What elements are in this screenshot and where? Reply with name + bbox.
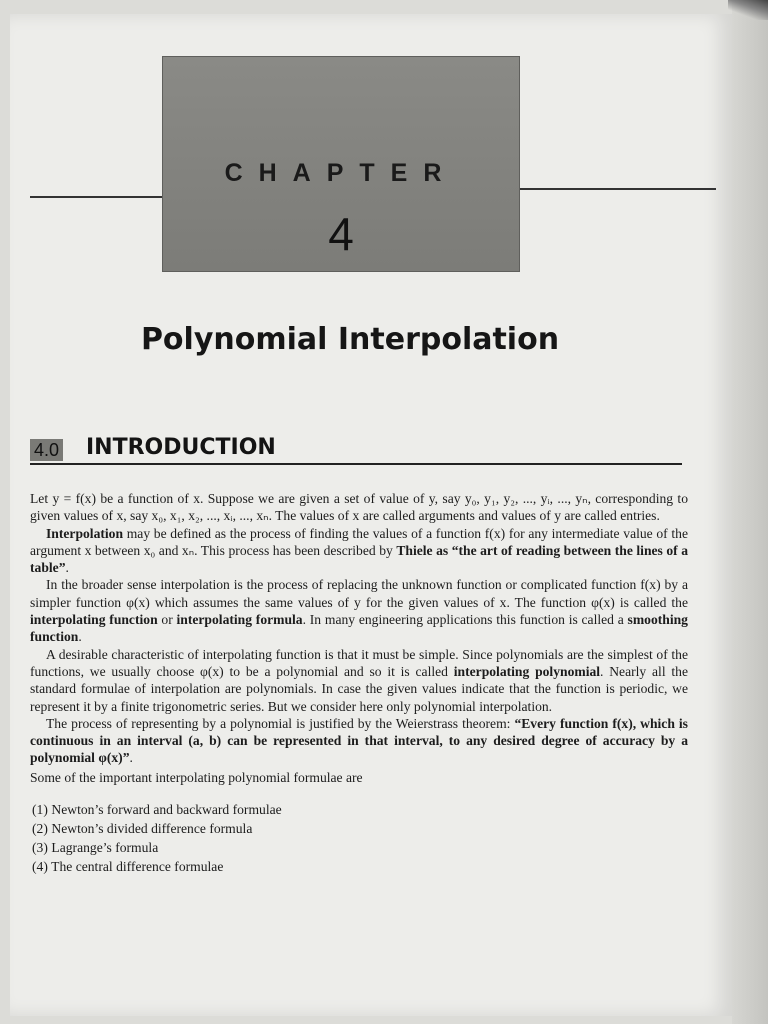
paragraph-5-end: . xyxy=(129,750,133,766)
term-interpolating-polynomial: interpolating polynomial xyxy=(453,663,601,679)
list-item-number: (3) xyxy=(32,840,48,856)
thiele-quote: “the art of reading between the lines of a table” xyxy=(30,542,688,576)
chapter-rule-right xyxy=(518,188,716,190)
paragraph-6: Some of the important interpolating polynomial formulae are xyxy=(30,769,363,785)
paragraph-3-or: or xyxy=(157,612,177,628)
list-item-text: Lagrange’s formula xyxy=(51,840,159,856)
chapter-rule-left xyxy=(30,196,162,198)
list-item-number: (4) xyxy=(32,859,48,875)
term-interpolation: Interpolation xyxy=(46,525,124,541)
weierstrass-theorem: “Every function f(x), which is continuous in an interval (a, b) can be represented in that interval, to any desired degree of accuracy by a polynomial φ(x)” xyxy=(30,715,688,766)
paragraph-3 xyxy=(30,576,688,645)
list-item-text: Newton’s forward and backward formulae xyxy=(51,802,282,818)
list-item xyxy=(32,800,688,819)
list-item-number: (2) xyxy=(32,821,48,837)
formula-list xyxy=(32,800,688,876)
chapter-banner xyxy=(162,56,520,272)
term-thiele: Thiele as xyxy=(396,542,449,558)
chapter-number: 4 xyxy=(328,208,354,260)
section-heading xyxy=(30,435,682,465)
term-interpolating-formula: interpolating formula xyxy=(176,612,303,628)
paragraph-4-text-b: . Nearly all the standard formulae of interpolation are polynomials. In case the given values indicate that the function is periodic, we represent it by a finite trigonometric series. But we consider here only polynomial interpolation. xyxy=(30,663,688,714)
paragraph-4-text-a: A desirable characteristic of interpolating function is that it must be simple. Since polynomials are the simplest of the functions, we usually choose φ(x) to be a polynomial and so it is called xyxy=(30,646,688,679)
chapter-label: CHAPTER xyxy=(224,159,458,187)
page-corner xyxy=(728,0,768,20)
term-smoothing-function: smoothing function xyxy=(30,612,688,645)
paragraph-3-text-a: In the broader sense interpolation is the process of replacing the unknown function or complicated function f(x) by a simpler function φ(x) which assumes the same values of y for the given values of x. The function φ(x) is called the xyxy=(30,577,688,610)
chapter-title: Polynomial Interpolation xyxy=(140,322,560,357)
list-item xyxy=(32,857,688,876)
paragraph-2 xyxy=(30,525,688,577)
paragraph-2-text: may be defined as the process of finding the values of a function f(x) for any intermediate value of the argument x between x₀ and xₙ. This process has been described by xyxy=(30,525,688,558)
term-interpolating-function: interpolating function xyxy=(30,612,158,628)
paragraph-3-end: . xyxy=(78,629,82,645)
paragraph-5 xyxy=(30,715,688,767)
list-item xyxy=(32,838,688,857)
paragraph-3-text-b: . In many engineering applications this function is called a xyxy=(302,612,628,628)
list-item-text: The central difference formulae xyxy=(51,859,224,875)
paragraph-1: Let y = f(x) be a function of x. Suppose we are given a set of value of y, say y₀, y₁, y₂, ..., yᵢ, ..., yₙ, corresponding to given values of x, say x₀, x₁, x₂, ..., xᵢ, ..., xₙ. The values of x are called arguments and values of y are called entries. xyxy=(30,491,688,524)
section-number: 4.0 xyxy=(30,439,63,461)
page-edge xyxy=(732,0,768,1024)
list-item-number: (1) xyxy=(32,802,48,818)
paragraph-5-text: The process of representing by a polynomial is justified by the Weierstrass theorem: xyxy=(46,715,515,731)
list-item xyxy=(32,819,688,838)
paragraph-4 xyxy=(30,646,688,715)
section-title: INTRODUCTION xyxy=(86,435,276,460)
list-item-text: Newton’s divided difference formula xyxy=(51,821,253,837)
paragraph-2-end: . xyxy=(65,560,69,576)
body-text xyxy=(30,490,688,876)
